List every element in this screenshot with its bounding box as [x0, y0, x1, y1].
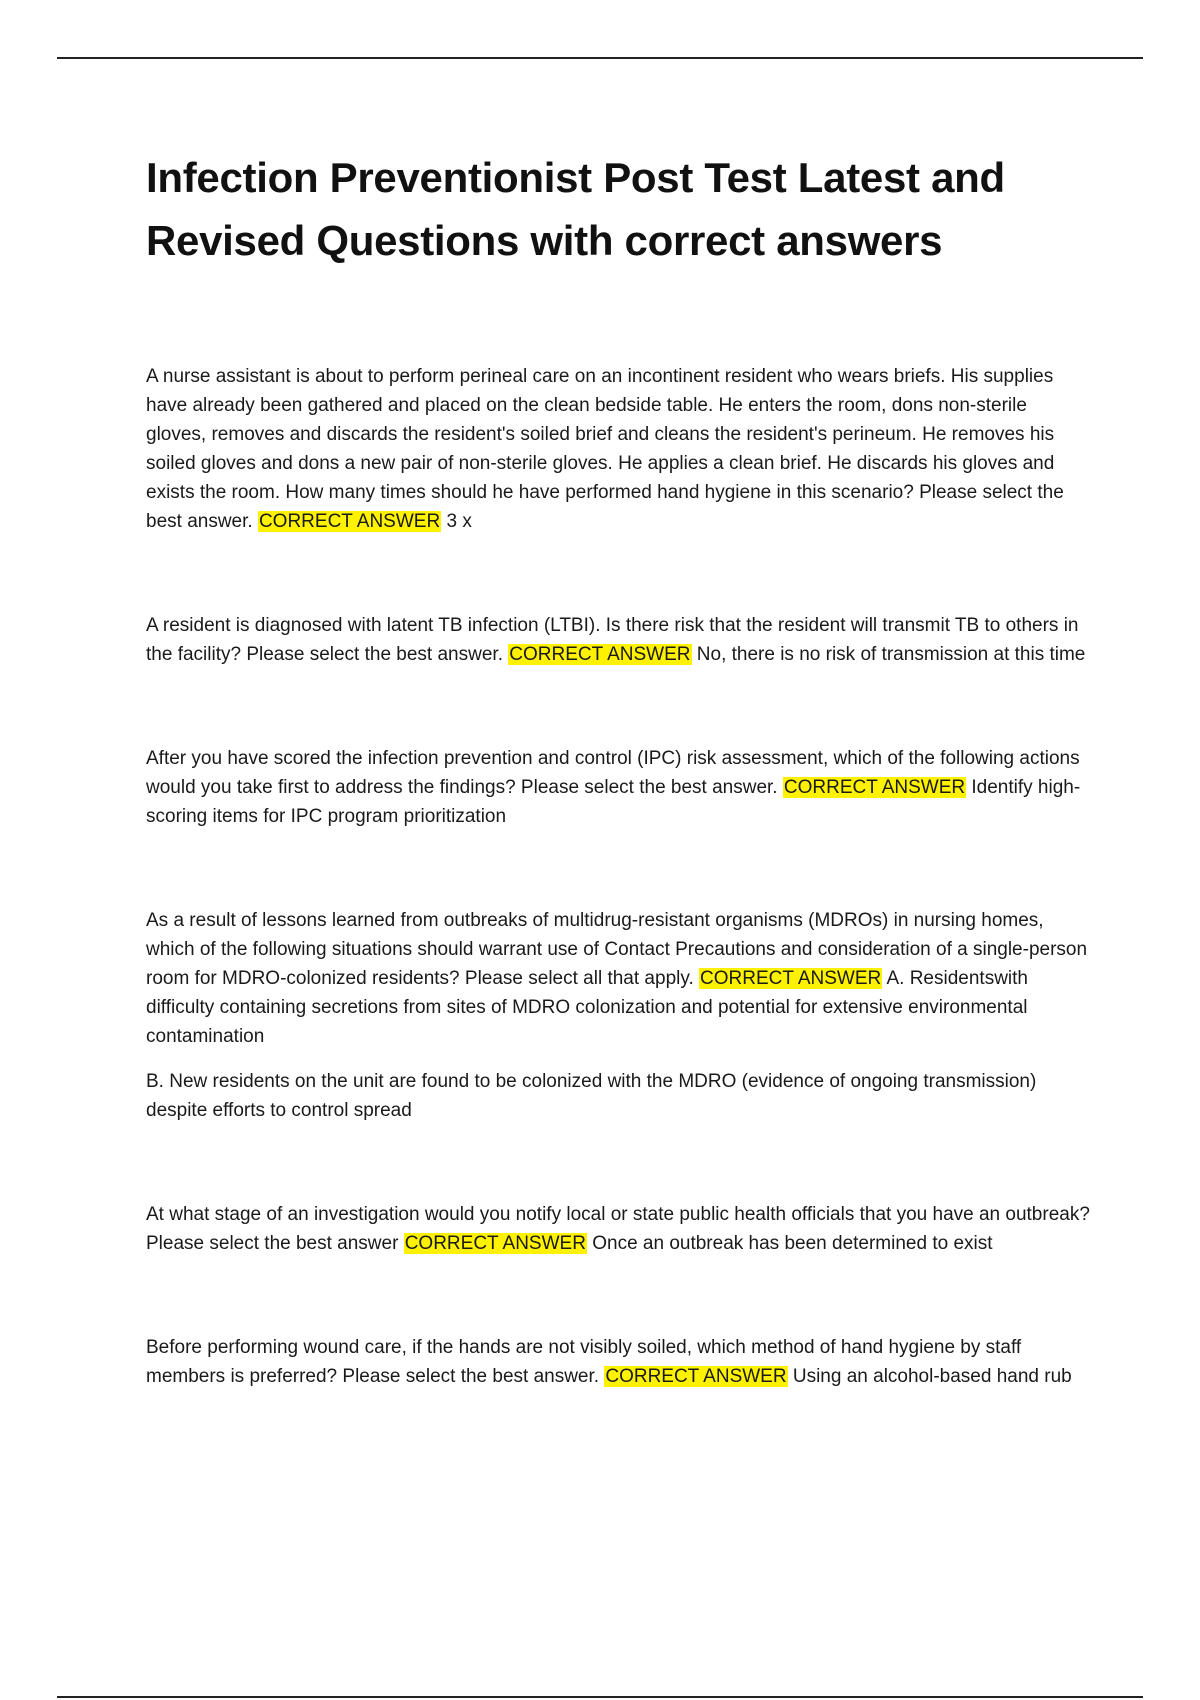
question-item-2 — [146, 611, 1092, 669]
correct-answer-marker: CORRECT ANSWER — [258, 511, 441, 532]
correct-answer-marker: CORRECT ANSWER — [404, 1233, 586, 1254]
question-item-5 — [146, 1200, 1092, 1258]
correct-answer-marker: CORRECT ANSWER — [700, 968, 882, 989]
answer-text: Identify high-scoring items for IPC program prioritization — [146, 777, 1081, 827]
answer-text-b: B. New residents on the unit are found to be colonized with the MDRO (evidence of ongoing transmission) despite efforts to control spread — [146, 1071, 1037, 1121]
question-text: A resident is diagnosed with latent TB infection (LTBI). Is there risk that the resident will transmit TB to others in the facility? Please select the best answer. — [146, 615, 1079, 665]
question-item-1 — [146, 362, 1092, 536]
question-item-3 — [146, 744, 1092, 831]
answer-text: No, there is no risk of transmission at this time — [696, 644, 1086, 665]
document-title — [146, 146, 1092, 272]
question-text: As a result of lessons learned from outbreaks of multidrug-resistant organisms (MDROs) in nursing homes, which of the following situations should warrant use of Contact Precautions and consideration of a single-person room for MDRO-colonized residents? Please select all that apply. — [146, 910, 1088, 989]
question-text: After you have scored the infection prevention and control (IPC) risk assessment, which of the following actions would you take first to address the findings? Please select the best answer. — [146, 748, 1080, 798]
question-text: Before performing wound care, if the hands are not visibly soiled, which method of hand hygiene by staff members is preferred? Please select the best answer. — [146, 1337, 1022, 1387]
answer-text: Once an outbreak has been determined to exist — [592, 1233, 993, 1254]
question-text: At what stage of an investigation would you notify local or state public health officials that you have an outbreak? Please select the best answer — [146, 1204, 1090, 1254]
question-text: A nurse assistant is about to perform perineal care on an incontinent resident who wears briefs. His supplies have already been gathered and placed on the clean bedside table. He enters the room, dons non-sterile gloves, removes and discards the resident's soiled brief and cleans the resident's perineum. He removes his soiled gloves and dons a new pair of non-sterile gloves. He applies a clean brief. He discards his gloves and exists the room. How many times should he have performed hand hygiene in this scenario? Please select the best answer. — [146, 366, 1064, 532]
bottom-rule — [57, 1696, 1143, 1698]
title-line-1: Infection Preventionist Post Test Latest and — [146, 154, 1005, 201]
answer-text: A. Residentswith difficulty containing secretions from sites of MDRO colonization and potential for extensive environmental contamination — [146, 968, 1028, 1047]
correct-answer-marker: CORRECT ANSWER — [783, 777, 966, 798]
document-page — [146, 146, 1092, 1466]
correct-answer-marker: CORRECT ANSWER — [605, 1366, 787, 1387]
question-item-4 — [146, 906, 1092, 1125]
top-rule — [57, 57, 1143, 59]
question-list — [146, 362, 1092, 1391]
question-item-6 — [146, 1333, 1092, 1391]
answer-text: 3 x — [446, 511, 472, 532]
answer-text: Using an alcohol-based hand rub — [792, 1366, 1072, 1387]
correct-answer-marker: CORRECT ANSWER — [509, 644, 691, 665]
title-line-2: Revised Questions with correct answers — [146, 217, 943, 264]
